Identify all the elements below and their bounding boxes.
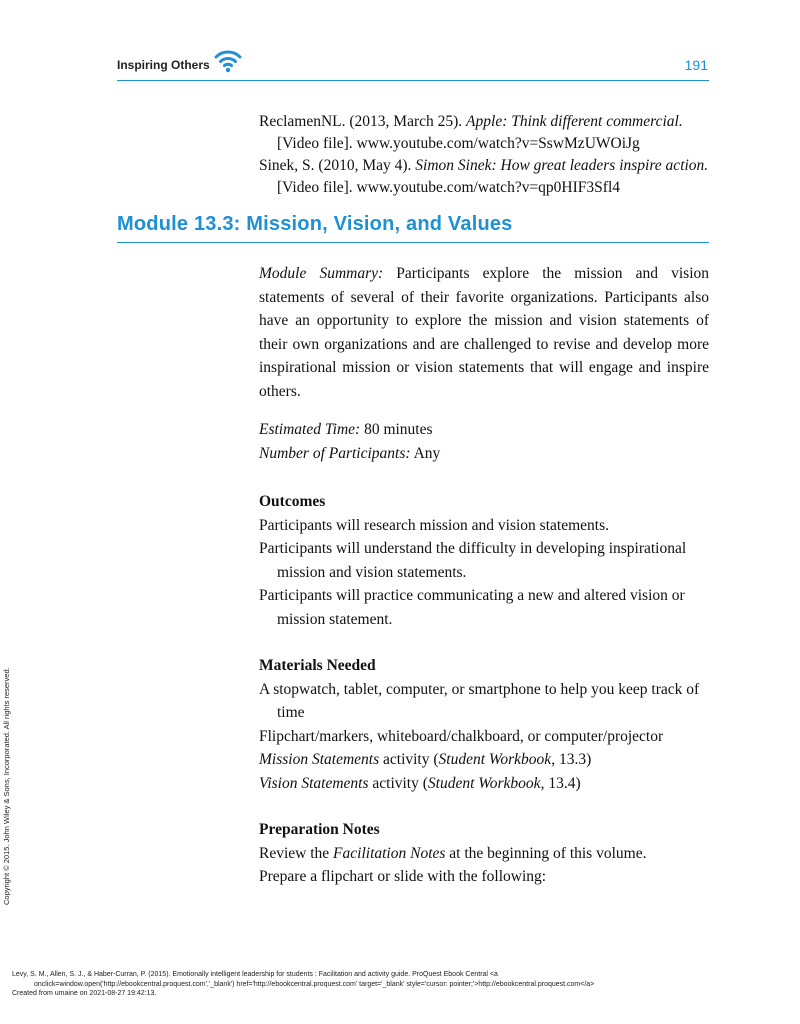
footer-line: Levy, S. M., Allen, S. J., & Haber-Curran, P. (2015). Emotionally intelligent leadership for students : Facilitation and activity guide. ProQuest Ebook Central <a xyxy=(12,971,498,978)
page-number: 191 xyxy=(684,57,708,73)
running-header-title: Inspiring Others xyxy=(117,58,210,72)
preparation-section xyxy=(259,818,709,889)
list-item: Participants will practice communicating a new and altered vision or mission statement. xyxy=(259,587,685,628)
module-summary xyxy=(259,262,709,403)
preparation-line: Prepare a flipchart or slide with the following: xyxy=(259,868,547,885)
list-item: Flipchart/markers, whiteboard/chalkboard, or computer/projector xyxy=(259,727,664,745)
module-divider xyxy=(117,242,709,243)
summary-label: Module Summary: xyxy=(259,265,384,282)
reference-list xyxy=(259,111,709,199)
list-item: Participants will understand the difficulty in developing inspirational mission and vision statements. xyxy=(259,540,687,581)
reference-entry: Sinek, S. (2010, May 4). Simon Sinek: How great leaders inspire action. [Video file]. www.youtube.com/watch?v=qp0HIF3Sfl4 xyxy=(259,157,709,196)
materials-heading: Materials Needed xyxy=(259,657,376,674)
outcomes-heading: Outcomes xyxy=(259,493,326,510)
module-title: Module 13.3: Mission, Vision, and Values xyxy=(117,213,513,235)
list-item: Participants will research mission and vision statements. xyxy=(259,516,609,534)
wifi-icon xyxy=(213,46,243,74)
estimated-time: Estimated Time: 80 minutes xyxy=(259,421,433,438)
list-item: Mission Statements activity (Student Workbook, 13.3) xyxy=(259,751,592,768)
citation-footer xyxy=(12,970,792,999)
reference-entry: ReclamenNL. (2013, March 25). Apple: Think different commercial. [Video file]. www.youtube.com/watch?v=SswMzUWOiJg xyxy=(259,113,683,152)
copyright-notice: Copyright © 2015. John Wiley & Sons, Incorporated. All rights reserved. xyxy=(2,667,11,905)
list-item: A stopwatch, tablet, computer, or smartphone to help you keep track of time xyxy=(259,680,700,721)
footer-line: onclick=window.open('http://ebookcentral.proquest.com','_blank') href='http://ebookcentral.proquest.com' target='_blank' style='cursor: pointer;'>http://ebookcentral.proquest.com</a> xyxy=(34,980,595,988)
summary-text: Participants explore the mission and vision statements of several of their favorite organizations. Participants also have an opportunity to explore the mission and vision statements of their own organizations and are challenged to revise and develop more inspirational mission or vision statements that will engage and inspire others. xyxy=(259,265,709,400)
preparation-heading: Preparation Notes xyxy=(259,821,380,838)
module-meta xyxy=(259,418,709,466)
header-divider xyxy=(117,80,709,81)
outcomes-section xyxy=(259,490,709,631)
preparation-line: Review the Facilitation Notes at the beginning of this volume. xyxy=(259,844,647,862)
number-of-participants: Number of Participants: Any xyxy=(259,445,441,462)
list-item: Vision Statements activity (Student Workbook, 13.4) xyxy=(259,774,581,792)
footer-line: Created from umaine on 2021-08-27 19:42:13. xyxy=(12,990,157,997)
materials-section xyxy=(259,654,709,795)
